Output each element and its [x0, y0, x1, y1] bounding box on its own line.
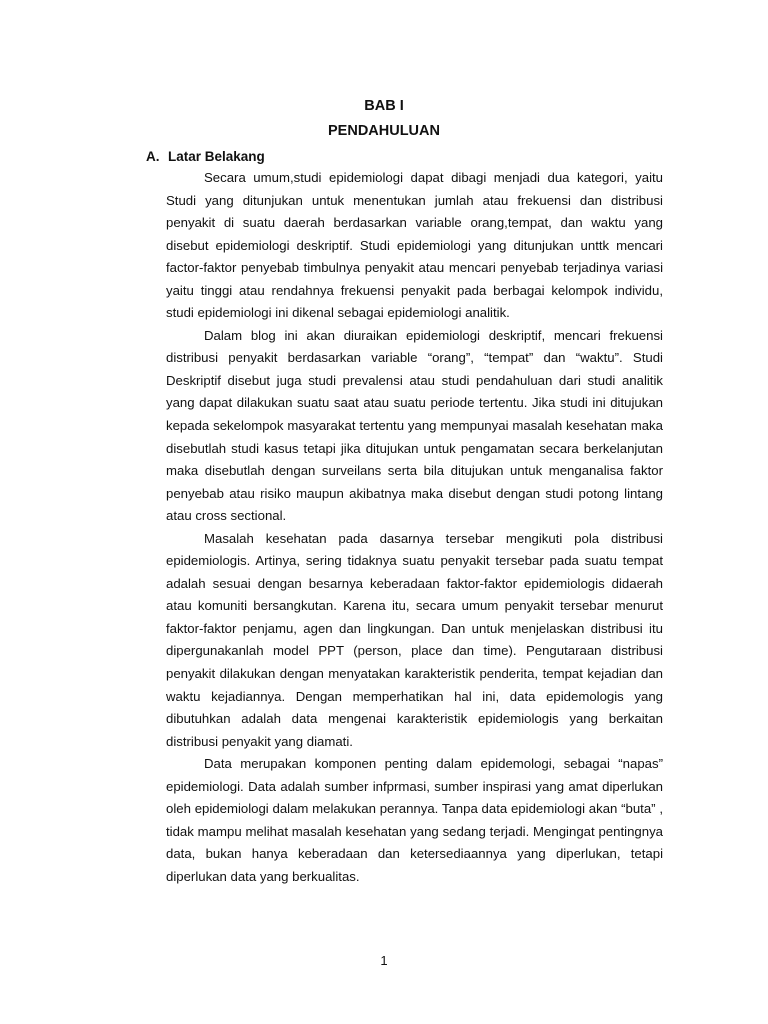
body-text — [166, 167, 663, 889]
chapter-heading: BAB I — [364, 98, 404, 114]
page-number: 1 — [380, 953, 388, 968]
paragraph-2: Dalam blog ini akan diuraikan epidemiologi deskriptif, mencari frekuensi distribusi penyakit berdasarkan variable “orang”, “tempat” dan “waktu”. Studi Deskriptif disebut juga studi prevalensi atau studi pendahuluan dari studi analitik yang dapat dilakukan suatu saat atau suatu periode tertentu. Jika studi ini ditujukan kepada sekelompok masyarakat tertentu yang mempunyai masalah kesehatan maka disebutlah studi kasus tetapi jika ditujukan untuk pengamatan secara berkelanjutan maka disebutlah dengan surveilans serta bila ditujukan untuk menganalisa faktor penyebab atau risiko maupun akibatnya maka disebut dengan studi potong lintang atau cross sectional. — [166, 327, 663, 524]
section-heading — [146, 149, 265, 164]
paragraph-4: Data merupakan komponen penting dalam epidemologi, sebagai “napas” epidemiologi. Data adalah sumber infprmasi, sumber inspirasi yang amat diperlukan oleh epidemiologi dalam melakukan perannya. Tanpa data epidemiologi akan “buta” , tidak mampu melihat masalah kesehatan yang sedang terjadi. Mengingat pentingnya data, bukan hanya keberadaan dan ketersediaannya yang diperlukan, tetapi diperlukan data yang berkualitas. — [166, 756, 663, 884]
paragraph-3: Masalah kesehatan pada dasarnya tersebar mengikuti pola distribusi epidemiologis. Artinya, sering tidaknya suatu penyakit tersebar pada suatu tempat adalah sesuai dengan besarnya keberadaan faktor-faktor epidemiologis didaerah atau komuniti bersangkutan. Karena itu, secara umum penyakit tersebar menurut faktor-faktor penjamu, agen dan lingkungan. Dan untuk menjelaskan distribusi itu dipergunakanlah model PPT (person, place dan time). Pengutaraan distribusi penyakit dilakukan dengan menyatakan karakteristik penderita, tempat kejadian dan waktu kejadiannya. Dengan memperhatikan hal ini, data epidemologis yang dibutuhkan adalah data mengenai karakteristik epidemiologis yang berkaitan distribusi penyakit yang diamati. — [166, 530, 663, 749]
chapter-title: PENDAHULUAN — [328, 123, 440, 139]
paragraph-1: Secara umum,studi epidemiologi dapat dibagi menjadi dua kategori, yaitu Studi yang ditunjukan untuk menentukan jumlah atau frekuensi dan distribusi penyakit di suatu daerah berdasarkan variable orang,tempat, dan waktu yang disebut epidemiologi deskriptif. Studi epidemiologi yang ditunjukan unttk mencari factor-faktor penyebab timbulnya penyakit atau mencari penyebab terjadinya variasi yaitu tinggi atau rendahnya frekuensi penyakit pada berbagai kelompok individu, studi epidemiologi ini dikenal sebagai epidemiologi analitik. — [166, 170, 663, 321]
section-letter: A. — [146, 149, 160, 164]
section-title: Latar Belakang — [168, 149, 265, 164]
